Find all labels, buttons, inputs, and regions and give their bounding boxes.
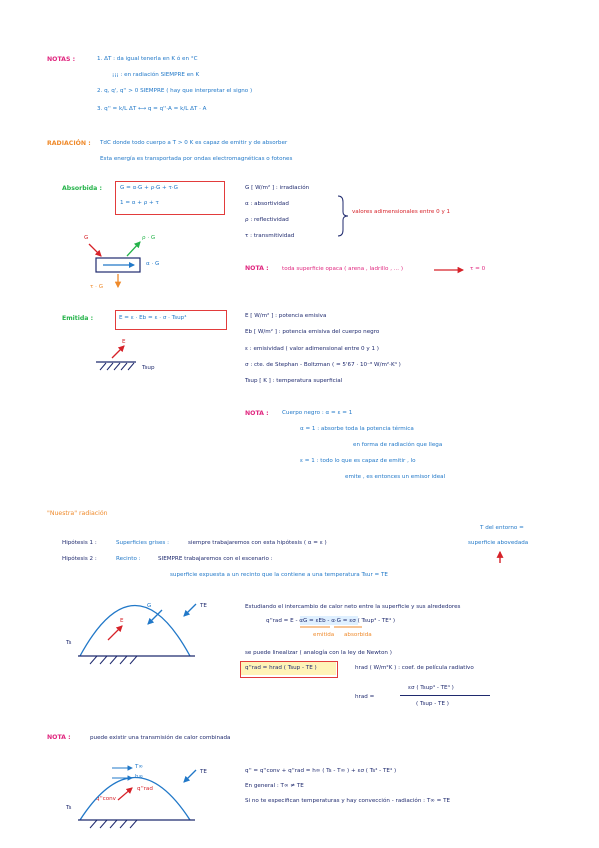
arrow-rec-E xyxy=(108,626,122,640)
diag-abs-tau: τ · G xyxy=(90,284,104,290)
absorbida-label: Absorbida : xyxy=(62,185,102,192)
qrad-linealizada: q''rad = hrad ( Tsup - TE ) xyxy=(245,665,317,671)
def-absortividad: α : absortividad xyxy=(245,201,289,207)
label-absorbida: absorbida xyxy=(344,632,372,638)
nota-1: 1. ΔT : da igual tenerla en K ó en °C xyxy=(97,56,198,62)
comb-line-2: En general : T∞ ≠ TE xyxy=(245,783,304,789)
diag-comb-tinf: T∞ xyxy=(135,764,144,770)
hrad-eq-num: εσ ( Tsup⁴ - TE⁴ ) xyxy=(408,685,454,691)
diag-abs-alpha: α · G xyxy=(146,261,160,267)
tnote-2: superficie abovedada xyxy=(468,540,529,546)
radiacion-label: RADIACIÓN : xyxy=(47,140,91,147)
def-transmitividad: τ : transmitividad xyxy=(245,233,295,239)
diag-abs-G: G xyxy=(84,235,89,241)
nota-2: 2. q, q', q'' > 0 SIEMPRE ( hay que interpretar el signo ) xyxy=(97,88,253,94)
estudiando-text: Estudiando el intercambio de calor neto entre la superficie y sus alrededores xyxy=(245,604,461,610)
dome-recinto xyxy=(80,603,190,657)
tnote-1: T del entorno = xyxy=(480,525,524,531)
arrow-G-in xyxy=(89,244,101,256)
linealizar-text: se puede linealizar ( analogía con la ley de Newton ) xyxy=(245,650,392,656)
radiacion-line-1: TdC donde todo cuerpo a T > 0 K es capaz de emitir y de absorber xyxy=(100,140,288,146)
emit-hatch xyxy=(100,363,134,370)
hip1-title: Superficies grises : xyxy=(116,540,170,546)
arrow-comb-qrad xyxy=(118,788,132,800)
diag-comb-TE: TE xyxy=(200,769,207,775)
hrad-eq-den: ( Tsup - TE ) xyxy=(416,701,449,707)
brace-valores xyxy=(338,196,348,236)
def-stefan-boltzmann: σ : cte. de Stephan - Boltzman ( = 5'67 · 10⁻⁸ W/m²·K⁴ ) xyxy=(245,362,401,368)
nota-cuerpo-negro-5: emite , es entonces un emisor ideal xyxy=(345,474,446,480)
hip2-title: Recinto : xyxy=(116,556,141,562)
hip2-text: SIEMPRE trabajaremos con el escenario : xyxy=(158,556,273,562)
nota-comb-text: puede existir una transmisión de calor combinada xyxy=(90,735,231,741)
def-irradiacion: G [ W/m² ] : irradiación xyxy=(245,185,310,191)
arrow-rho-out xyxy=(127,242,140,256)
hip2-label: Hipótesis 2 : xyxy=(62,556,97,562)
diag-comb-hinf: h∞ xyxy=(135,774,144,780)
label-emitida: emitida xyxy=(313,632,335,638)
hip2-text-2: superficie expuesta a un recinto que la contiene a una temperatura Tsur = TE xyxy=(170,572,388,578)
nota-cuerpo-negro-3: en forma de radiación que llega xyxy=(353,442,443,448)
nota-cuerpo-negro-4: ε = 1 : todo lo que es capaz de emitir , lo xyxy=(300,458,416,464)
radiacion-line-2: Esta energía es transportada por ondas electromagnéticas o fotones xyxy=(100,156,293,162)
qrad-equation: q''rad = E - αG = εEb - α·G = εσ ( Tsup⁴ - TE⁴ ) xyxy=(266,618,396,624)
diag-rec-TE: TE xyxy=(200,603,207,609)
nota-cuerpo-negro-2: α = 1 : absorbe toda la potencia térmica xyxy=(300,426,414,432)
nota-opaca-text: toda superficie opaca ( arena , ladrillo , ... ) xyxy=(282,266,404,272)
arrow-comb-TE xyxy=(184,770,196,782)
def-potencia-cuerpo-negro: Eb [ W/m² ] : potencia emisiva del cuerpo negro xyxy=(245,329,380,335)
diag-emit-tsup: Tsup xyxy=(142,365,155,371)
diag-abs-rho: ρ · G xyxy=(142,235,156,241)
notas-label: NOTAS : xyxy=(47,56,76,63)
nota-cuerpo-negro-label: NOTA : xyxy=(245,410,269,417)
valores-adimensionales: valores adimensionales entre 0 y 1 xyxy=(352,209,451,215)
def-emisividad: ε : emisividad ( valor adimensional entre 0 y 1 ) xyxy=(245,346,379,352)
arrow-emit-E xyxy=(112,346,124,358)
absorbida-eq-2: 1 = α + ρ + τ xyxy=(120,200,159,206)
absorbida-eq-1: G = α·G + ρ·G + τ·G xyxy=(120,185,179,191)
nota-opaca-result: τ = 0 xyxy=(470,266,486,272)
hrad-definicion: hrad ( W/m²K ) : coef. de película radiativo xyxy=(355,665,474,671)
hip1-text: siempre trabajaremos con esta hipótesis ( α = ε ) xyxy=(188,540,327,546)
nota-3: 3. q'' = k/L ΔT ⟷ q = q''·A = k/L ΔT · A xyxy=(97,106,207,112)
hip1-label: Hipótesis 1 : xyxy=(62,540,97,546)
def-temp-superficial: Tsup [ K ] : temperatura superficial xyxy=(245,378,343,384)
nota-1b: ¡¡¡ : en radiación SIEMPRE en K xyxy=(112,72,200,78)
def-potencia-emisiva: E [ W/m² ] : potencia emisiva xyxy=(245,313,327,319)
def-reflectividad: ρ : reflectividad xyxy=(245,217,289,223)
dome-combinada xyxy=(80,778,190,821)
nota-comb-label: NOTA : xyxy=(47,734,71,741)
nuestra-radiacion-label: "Nuestra" radiación xyxy=(47,510,108,517)
diag-emit-E: E xyxy=(122,339,126,345)
hrad-eq-lhs: hrad = xyxy=(355,694,375,700)
diag-rec-Ts: Ts xyxy=(66,640,72,646)
nota-opaca-label: NOTA : xyxy=(245,265,269,272)
diag-comb-qconv: q''conv xyxy=(96,796,116,802)
diag-rec-G: G xyxy=(147,603,152,609)
comb-equation: q'' = q''conv + q''rad = h∞ ( Ts - T∞ ) + εσ ( Ts⁴ - TE⁴ ) xyxy=(245,768,397,774)
dome-recinto-hatch xyxy=(90,656,137,664)
emitida-eq: E = ε · Eb = ε · σ · Tsup⁴ xyxy=(119,315,187,321)
nota-cuerpo-negro-1: Cuerpo negro : α = ε = 1 xyxy=(282,410,353,416)
dome-combinada-hatch xyxy=(90,820,137,828)
diag-comb-Ts: Ts xyxy=(66,805,72,811)
emitida-label: Emitida : xyxy=(62,315,94,322)
arrow-rec-TE xyxy=(184,604,196,616)
diag-comb-qrad: q''rad xyxy=(137,786,153,792)
comb-line-3: Si no te especifican temperaturas y hay convección - radiación : T∞ = TE xyxy=(245,798,451,804)
diag-rec-E: E xyxy=(120,618,124,624)
